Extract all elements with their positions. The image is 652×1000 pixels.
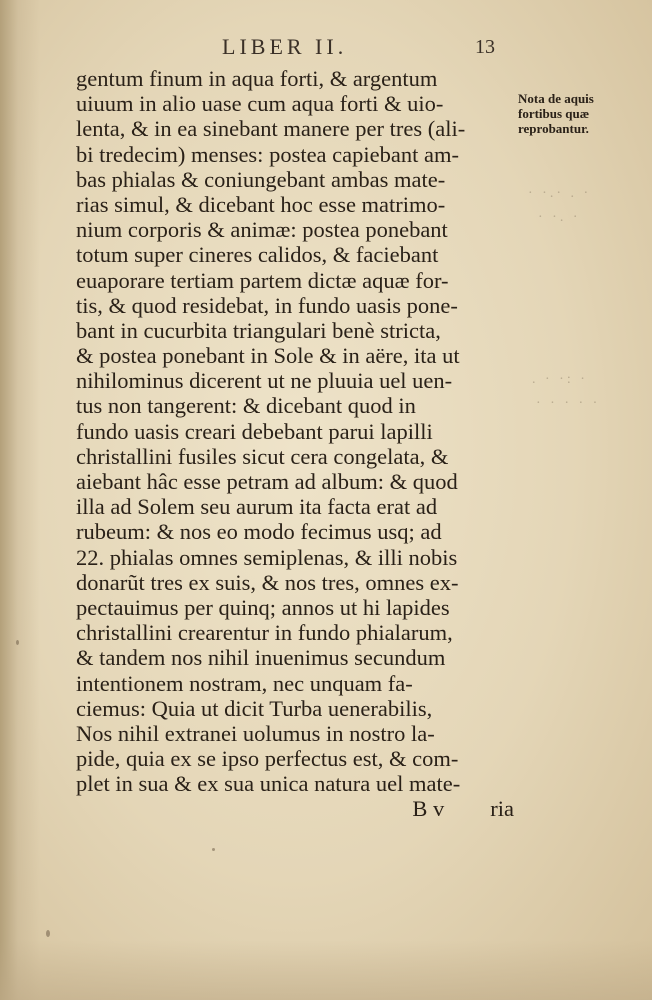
text-line: intentionem nostram, nec unquam fa- (76, 670, 413, 696)
text-line: illa ad Solem seu aurum ita facta erat ad (76, 494, 438, 520)
text-line: pectauimus per quinq; annos ut hi lapides (76, 594, 450, 620)
text-line: pide, quia ex se ipso perfectus est, & com- (76, 746, 459, 772)
marginal-note-line: fortibus quæ (518, 106, 590, 121)
text-line: bas phialas & coniungebant ambas mate- (76, 166, 446, 192)
paper-speck (46, 930, 50, 937)
catchword-line (76, 796, 516, 821)
signature-mark: B v (412, 796, 445, 822)
text-line: bi tredecim) menses: postea capiebant am- (76, 141, 459, 167)
catchword: ria (490, 796, 514, 822)
main-text-block (76, 66, 516, 822)
show-through-mark: . · ·: · (532, 372, 588, 387)
text-line: & tandem nos nihil inuenimus secundum (76, 645, 446, 671)
paper-speck (16, 640, 19, 645)
text-line: tus non tangerent: & dicebant quod in (76, 393, 416, 419)
text-line: christallini fusiles sicut cera congelata, & (76, 443, 449, 469)
show-through-mark: · · · · · (536, 396, 601, 411)
text-line: nium corporis & animæ: postea ponebant (76, 217, 448, 243)
bottom-shadow (0, 940, 652, 1000)
text-line: uiuum in alio uase cum aqua forti & uio- (76, 91, 444, 117)
text-line: donarũt tres ex suis, & nos tres, omnes ex- (76, 569, 459, 595)
running-head: LIBER II. (222, 34, 348, 59)
text-line: euaporare tertiam partem dictæ aquæ for- (76, 267, 449, 293)
text-line: rias simul, & dicebant hoc esse matrimo- (76, 191, 446, 217)
show-through-mark: · ·. · (538, 210, 581, 225)
text-line: nihilominus dicerent ut ne pluuia uel uen- (76, 368, 453, 394)
text-line: bant in cucurbita triangulari benè stricta, (76, 317, 441, 343)
text-line: totum super cineres calidos, & faciebant (76, 242, 439, 268)
paper-speck (212, 848, 215, 851)
text-line: christallini crearentur in fundo phialarum, (76, 620, 453, 646)
show-through-mark: · ·.· . · (528, 186, 592, 201)
gutter-shadow (0, 0, 40, 1000)
text-line: fundo uasis creari debebant parui lapilli (76, 418, 433, 444)
text-line: aiebant hâc esse petram ad album: & quod (76, 469, 458, 494)
text-line: Nos nihil extranei uolumus in nostro la- (76, 720, 435, 746)
marginal-note (518, 91, 638, 136)
text-line: lenta, & in ea sinebant manere per tres (ali- (76, 116, 466, 142)
text-line: ciemus: Quia ut dicit Turba uenerabilis, (76, 695, 433, 721)
text-line: rubeum: & nos eo modo fecimus usq; ad (76, 519, 442, 545)
marginal-note-line: Nota de aquis (518, 91, 594, 106)
text-line: & postea ponebant in Sole & in aëre, ita ut (76, 343, 460, 369)
text-line: tis, & quod residebat, in fundo uasis pone- (76, 292, 458, 318)
page-number: 13 (475, 36, 495, 58)
text-line: 22. phialas omnes semiplenas, & illi nobis (76, 544, 458, 570)
text-line: gentum finum in aqua forti, & argentum (76, 66, 438, 91)
marginal-note-line: reprobantur. (518, 121, 589, 136)
text-line: plet in sua & ex sua unica natura uel mate- (76, 771, 461, 797)
